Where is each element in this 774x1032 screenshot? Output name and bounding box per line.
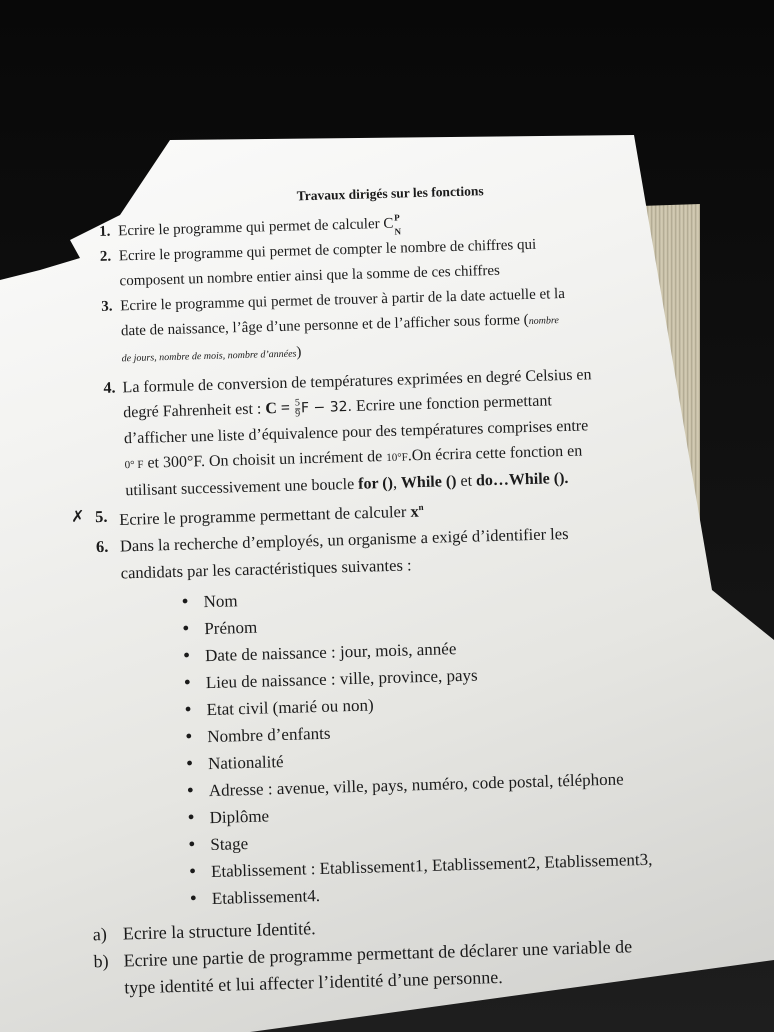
list-item: • Nationalité [186,736,697,777]
exponent-p: P [394,212,400,223]
list-item-continuation: • Etablissement4. [189,871,700,912]
formula-rhs: F − 32. [300,398,353,417]
list-item: • Nombre d’enfants [185,709,696,750]
question-number: 1. [98,223,111,240]
comma: , [392,474,398,492]
list-item: • Etablissement : Etablissement1, Etablissement2, Etablissement3, [189,844,700,885]
x-variable: x [410,501,419,521]
list-item: • Prénom [182,601,693,642]
sub-label: b) [93,950,109,971]
question-line: composent un nombre entier ainsi que la somme de ces chiffres [119,262,501,290]
list-item: • Etat civil (marié ou non) [184,682,695,723]
question-text: date de naissance, l’âge d’une personne et de l’afficher sous forme ( [120,311,529,340]
exercise-sheet [60,173,702,1002]
question-line: candidats par les caractéristiques suivantes : [120,554,412,582]
question-text: .On écrira cette fonction en [407,442,583,465]
question-number: 5. [94,506,108,527]
keyword-for: for () [357,474,394,493]
question-line: d’afficher une liste d’équivalence pour des températures comprises entre [123,417,589,448]
handwritten-mark: ✗ [70,508,85,526]
list-item: • Stage [188,817,699,858]
question-4 [65,360,688,505]
question-number: 2. [99,248,112,265]
question-number: 3. [101,298,113,315]
small-temp: 0° F [124,458,144,472]
question-text: Ecrire le programme qui permet de calculer C [117,215,394,240]
question-text: et 300°F. On choisit un incrément de [147,448,383,472]
question-line: Ecrire le programme qui permet de trouver à partir de la date actuelle et la [120,285,566,315]
list-item: • Diplôme [187,790,698,831]
question-text: degré Fahrenheit est : [123,400,262,422]
question-text: et [460,472,473,490]
page-title: Travaux dirigés sur les fonctions [296,183,484,204]
question-text: Ecrire le programme permettant de calculer [118,501,407,529]
question-line: Ecrire le programme qui permet de compter le nombre de chiffres qui [118,236,537,265]
subscript-n: N [394,226,402,237]
sub-line: Ecrire une partie de programme permettant de déclarer une variable de [123,935,633,971]
keyword-while: While () [400,473,457,492]
question-3 [63,279,685,373]
list-item: • Date de naissance : jour, mois, année [183,628,694,669]
characteristics-list [121,574,700,914]
italic-text: de jours, nombre de mois, nombre d’années [121,348,297,365]
question-6 [70,516,700,915]
keyword-do-while: do…While (). [475,469,569,490]
sub-line: type identité et lui affecter l’identité d’une personne. [123,966,503,998]
question-line: Dans la recherche d’employés, un organisme a exigé d’identifier les [119,523,569,555]
question-line: La formule de conversion de températures exprimées en degré Celsius en [122,366,592,397]
list-item: • Adresse : avenue, ville, pays, numéro, code postal, téléphone [186,763,697,804]
fraction [295,398,301,419]
question-text: Ecrire une fonction permettant [355,392,553,415]
sub-label: a) [92,923,108,944]
formula-lhs: C = [265,399,291,418]
question-number: 4. [103,379,116,397]
denominator: 9 [295,408,301,420]
italic-text: nombre [528,315,560,327]
closing-paren: ) [296,344,302,361]
sub-text: Ecrire la structure Identité. [122,917,316,944]
question-number: 6. [95,536,109,556]
numerator: 5 [294,397,301,409]
list-item: • Lieu de naissance : ville, province, pays [183,655,694,696]
exponent-n: n [418,501,424,513]
small-temp: 10°F [386,451,408,464]
question-text: utilisant successivement une boucle [125,475,355,500]
list-item: • Nom [181,574,692,615]
